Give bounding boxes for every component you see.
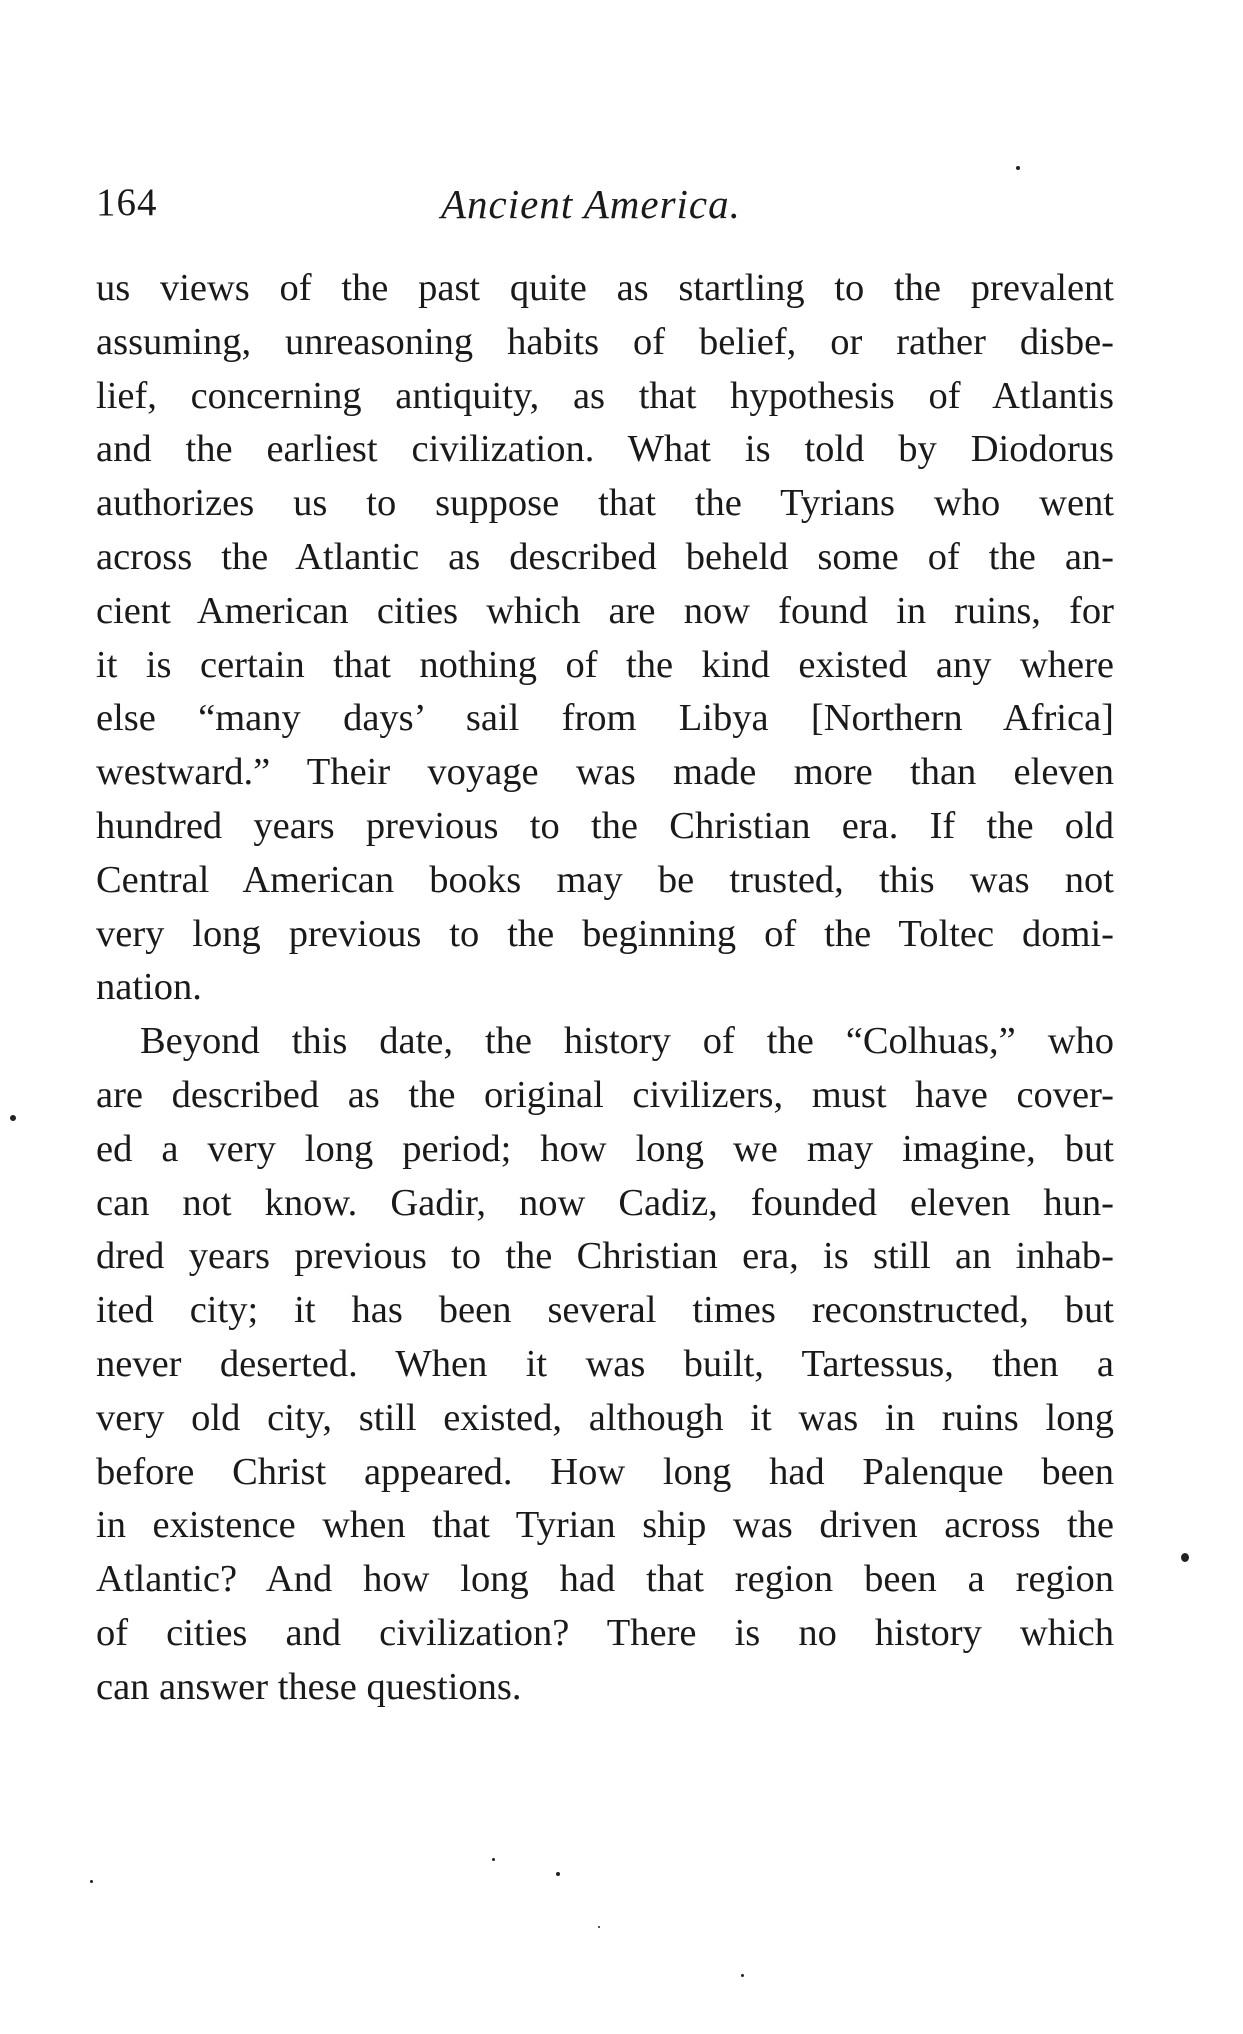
scan-speck (1016, 166, 1020, 170)
text-line: nation. (96, 966, 202, 1009)
text-line: very long previous to the beginning of the Toltec domi- (96, 912, 1114, 955)
text-line: before Christ appeared. How long had Palenque been (96, 1450, 1114, 1493)
paragraph (96, 262, 1114, 1015)
scan-speck (492, 1858, 495, 1861)
text-line: cient American cities which are now found in ruins, for (96, 589, 1114, 632)
text-line: ed a very long period; how long we may imagine, but (96, 1127, 1114, 1170)
text-line: authorizes us to suppose that the Tyrians who went (96, 482, 1114, 525)
scan-speck (741, 1974, 744, 1977)
text-line: westward.” Their voyage was made more than eleven (96, 751, 1114, 794)
paragraph (96, 1015, 1114, 1714)
text-line: ited city; it has been several times reconstructed, but (96, 1289, 1114, 1332)
scan-speck (90, 1880, 93, 1883)
text-line: lief, concerning antiquity, as that hypothesis of Atlantis (96, 374, 1114, 417)
text-line: are described as the original civilizers, must have cover- (96, 1073, 1114, 1116)
body-text (96, 262, 1114, 1715)
text-line: it is certain that nothing of the kind existed any where (96, 643, 1114, 686)
text-line: never deserted. When it was built, Tartessus, then a (96, 1342, 1114, 1385)
text-line: can not know. Gadir, now Cadiz, founded eleven hun- (96, 1181, 1114, 1224)
scan-speck (598, 1926, 600, 1928)
page-number: 164 (96, 181, 158, 224)
text-line: and the earliest civilization. What is told by Diodorus (96, 428, 1114, 471)
scan-speck (556, 1872, 560, 1876)
scan-speck (10, 1115, 16, 1121)
text-line: in existence when that Tyrian ship was driven across the (96, 1504, 1114, 1547)
text-line: dred years previous to the Christian era, is still an inhab- (96, 1235, 1114, 1278)
text-line: Central American books may be trusted, this was not (96, 858, 1114, 901)
text-line: us views of the past quite as startling to the prevalent (96, 267, 1114, 309)
running-title: Ancient America. (441, 181, 741, 227)
text-line: across the Atlantic as described beheld some of the an- (96, 535, 1114, 578)
text-line: else “many days’ sail from Libya [Northern Africa] (96, 697, 1114, 740)
page-header (96, 180, 1116, 240)
text-line: hundred years previous to the Christian era. If the old (96, 804, 1114, 847)
text-line: can answer these questions. (96, 1665, 522, 1708)
scan-speck (1181, 1553, 1189, 1562)
text-line: assuming, unreasoning habits of belief, or rather disbe- (96, 320, 1114, 363)
text-line: of cities and civilization? There is no history which (96, 1611, 1114, 1654)
text-line: very old city, still existed, although it was in ruins long (96, 1396, 1114, 1439)
text-line: Beyond this date, the history of the “Colhuas,” who (140, 1020, 1114, 1063)
text-line: Atlantic? And how long had that region been a region (96, 1558, 1114, 1601)
